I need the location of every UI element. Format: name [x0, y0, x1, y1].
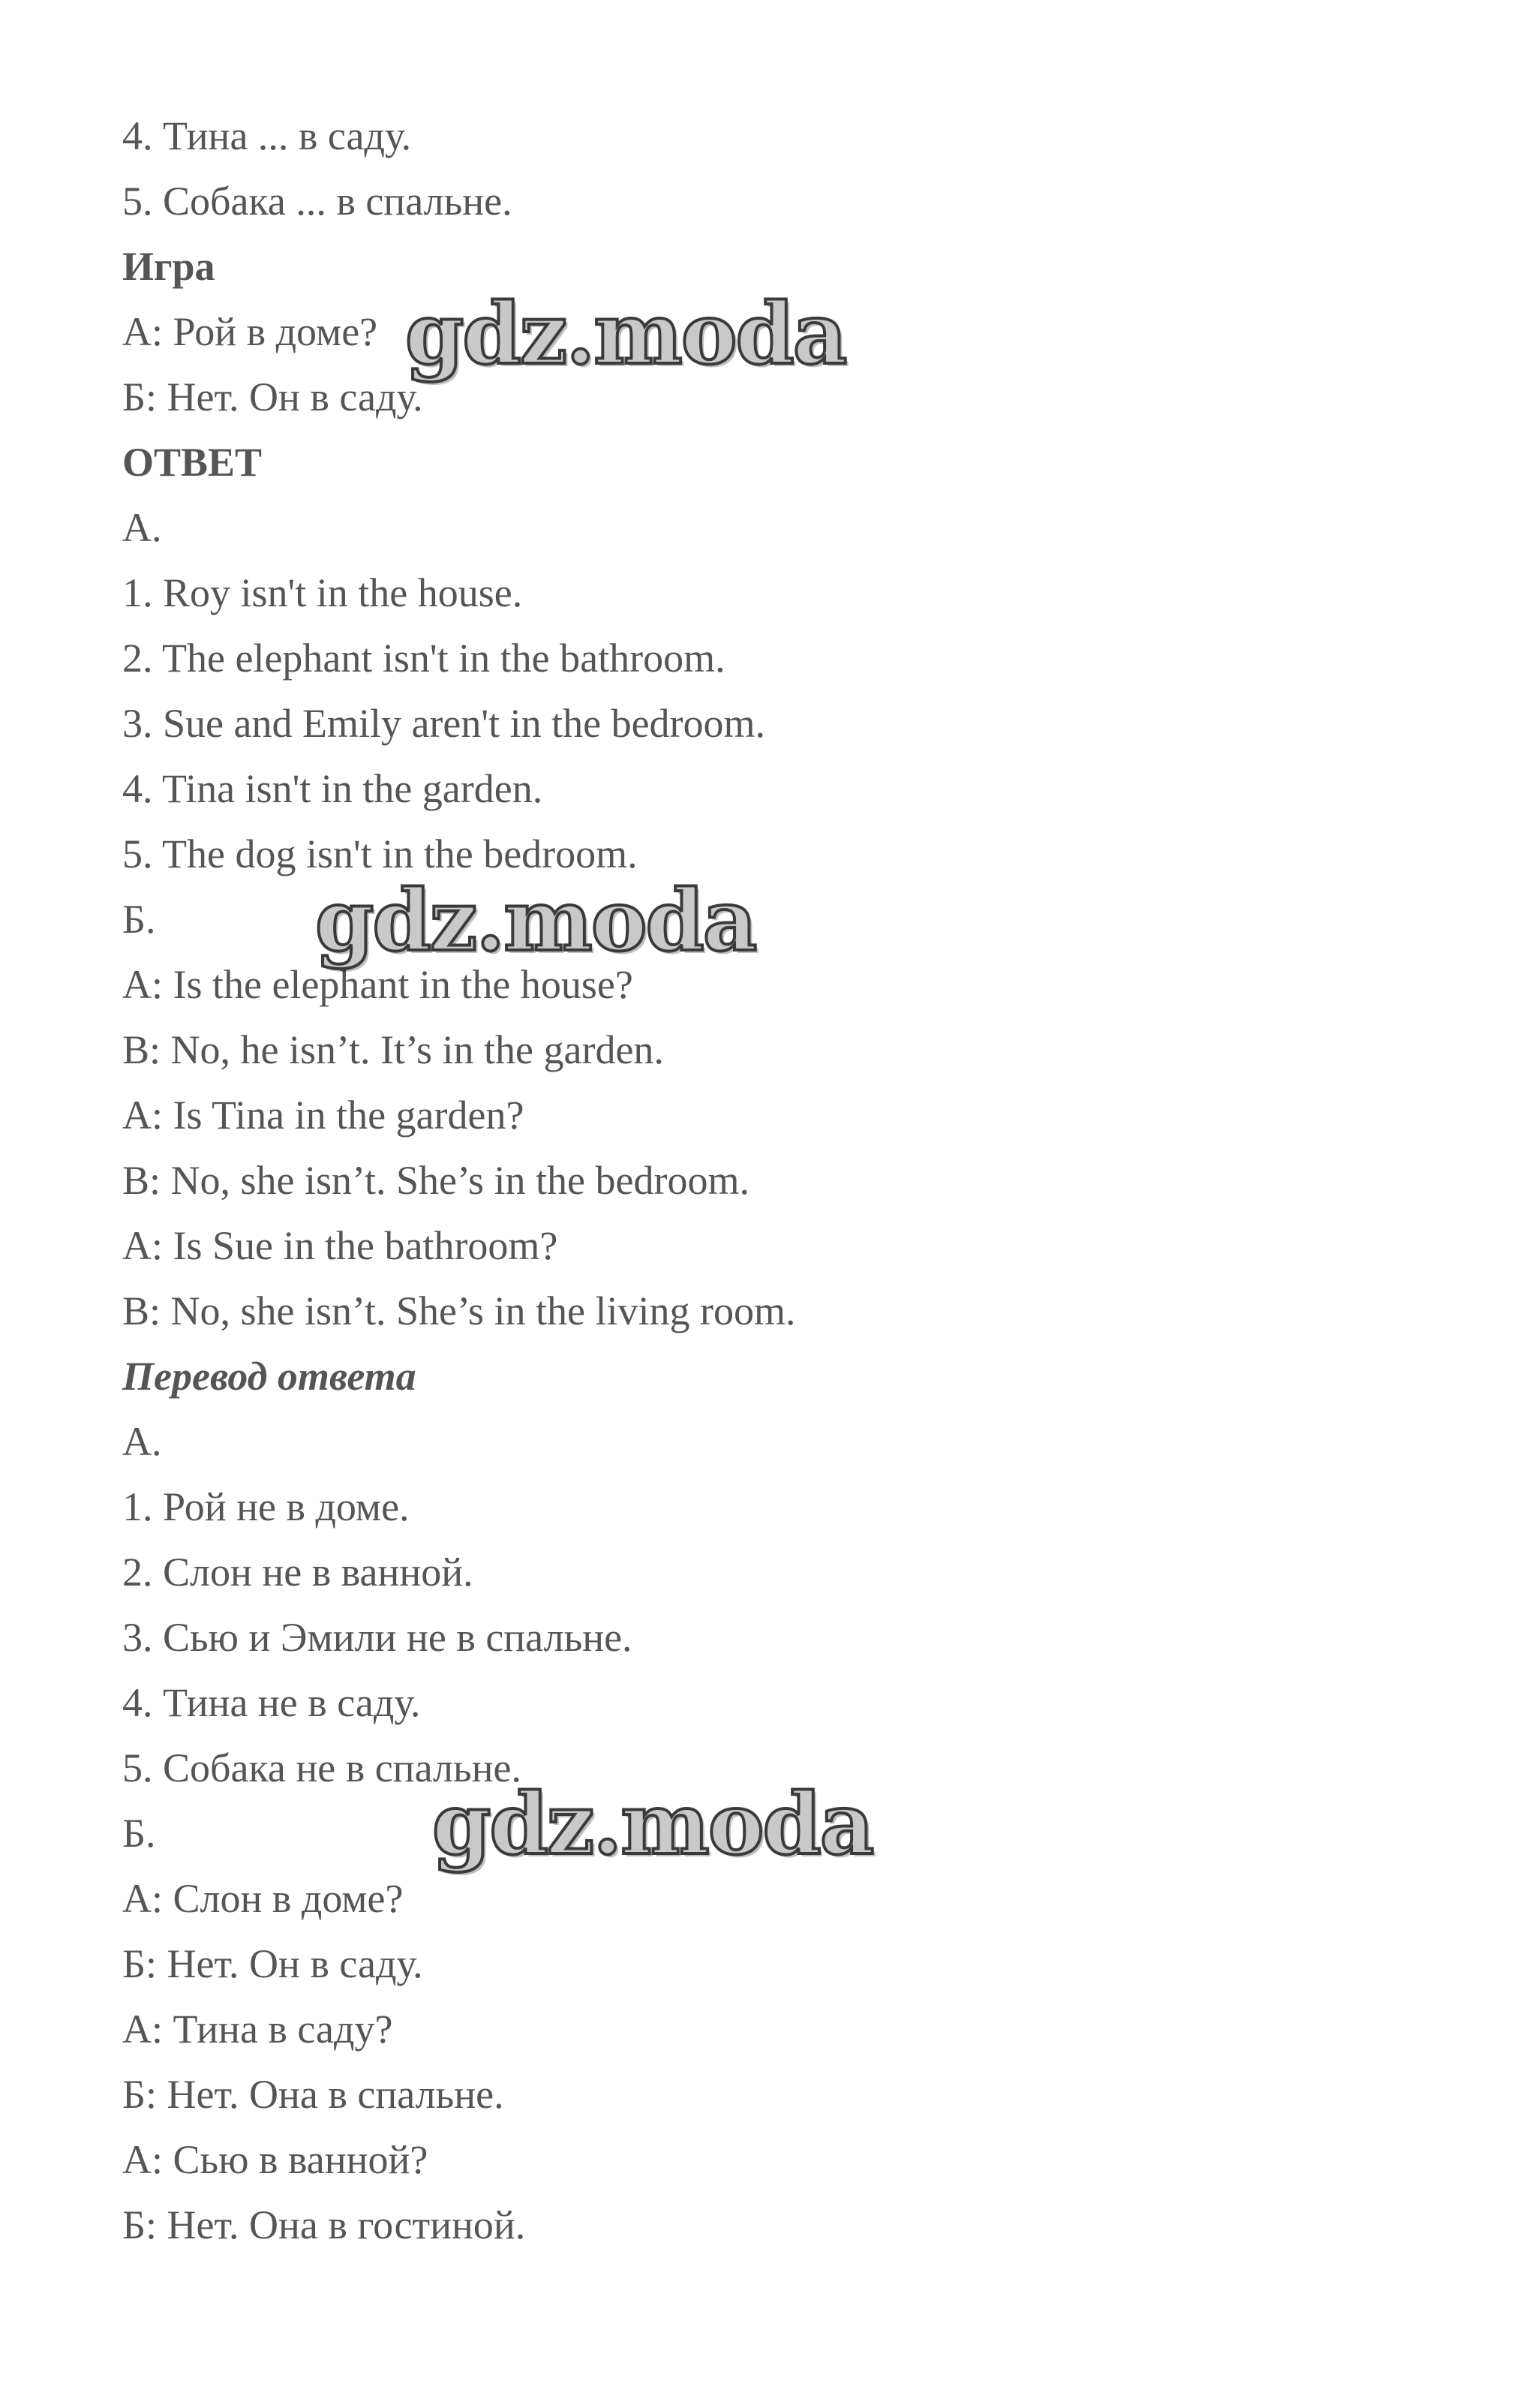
text-line: 2. The elephant isn't in the bathroom. [122, 636, 725, 681]
section-heading-answer: ОТВЕТ [122, 440, 263, 485]
text-line: B: No, he isn’t. It’s in the garden. [122, 1027, 664, 1072]
section-heading-translation: Перевод ответа [122, 1354, 416, 1399]
text-line: Б: Нет. Он в саду. [122, 374, 423, 419]
subsection-label: А. [122, 505, 162, 550]
text-line: 1. Рой не в доме. [122, 1484, 410, 1529]
text-line: 5. Собака не в спальне. [122, 1745, 521, 1790]
subsection-label: А. [122, 1419, 162, 1464]
watermark: gdz.moda [432, 1775, 873, 1874]
document-page [122, 104, 1473, 2258]
text-line: 5. The dog isn't in the bedroom. [122, 831, 638, 876]
text-line: Б: Нет. Она в гостиной. [122, 2202, 526, 2247]
text-line: A: Is Tina in the garden? [122, 1093, 524, 1138]
text-line: A: Is the elephant in the house? [122, 962, 633, 1007]
text-line: A: Is Sue in the bathroom? [122, 1223, 558, 1268]
section-heading-game: Игра [122, 244, 215, 289]
watermark: gdz.moda [405, 285, 846, 383]
text-line: 2. Слон не в ванной. [122, 1550, 473, 1595]
text-line: А: Слон в доме? [122, 1876, 404, 1921]
text-line: 3. Сью и Эмили не в спальне. [122, 1615, 632, 1660]
text-line: 3. Sue and Emily aren't in the bedroom. [122, 701, 766, 746]
text-line: 4. Тина ... в саду. [122, 113, 412, 158]
subsection-label: Б. [122, 897, 156, 942]
text-line: B: No, she isn’t. She’s in the bedroom. [122, 1158, 749, 1203]
text-line: Б: Нет. Она в спальне. [122, 2072, 504, 2117]
subsection-label: Б. [122, 1811, 156, 1856]
text-line: А: Тина в саду? [122, 2007, 393, 2052]
text-line: 4. Тина не в саду. [122, 1680, 421, 1725]
text-line: B: No, she isn’t. She’s in the living room. [122, 1288, 796, 1333]
text-line: 5. Собака ... в спальне. [122, 179, 512, 224]
text-line: А: Рой в доме? [122, 309, 378, 354]
text-line: Б: Нет. Он в саду. [122, 1941, 423, 1986]
text-line: 1. Roy isn't in the house. [122, 570, 523, 615]
text-line: А: Сью в ванной? [122, 2137, 428, 2182]
watermark: gdz.moda [315, 872, 756, 970]
text-line: 4. Tina isn't in the garden. [122, 766, 543, 811]
